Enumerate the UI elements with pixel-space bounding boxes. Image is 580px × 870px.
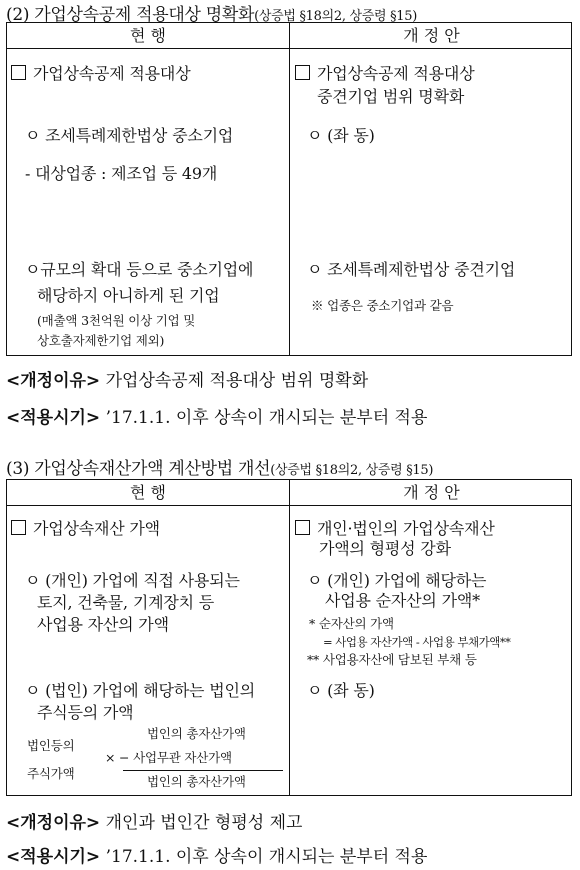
proposed-item-2-line1: ㅇ (개인) 가업에 해당하는: [307, 571, 487, 590]
current-item-4-line1: ㅇ규모의 확대 등으로 중소기업에: [25, 260, 254, 279]
checkbox-square-icon: [11, 520, 26, 535]
checkbox-square-icon: [295, 520, 310, 535]
proposed-item-2-line2: 사업용 순자산의 가액*: [325, 591, 480, 610]
formula-fraction-line: [123, 770, 283, 771]
proposed-note-3: ** 사업용자산에 담보된 부채 등: [307, 652, 477, 667]
section3-title: (3) 가업상속재산가액 계산방법 개선(상증법 §18의2, 상증령 §15): [6, 459, 434, 479]
current-item-2-line2: 토지, 건축물, 기계장치 등: [37, 593, 214, 612]
proposed-item-3: ㅇ 조세특례제한법상 중견기업: [307, 260, 516, 279]
proposed-item-3: ㅇ (좌 동): [307, 681, 375, 700]
column-divider: [289, 23, 290, 355]
column-divider: [289, 480, 290, 795]
section2-timing: <적용시기> ’17.1.1. 이후 상속이 개시되는 분부터 적용: [6, 408, 428, 428]
header-proposed: 개 정 안: [403, 483, 460, 502]
proposed-item-1-line1: 개인·법인의 가업상속재산: [295, 518, 495, 540]
proposed-item-2: ㅇ (좌 동): [307, 126, 375, 145]
proposed-note-2: = 사업용 자산가액 - 사업용 부채가액**: [323, 635, 511, 649]
header-proposed: 개 정 안: [403, 26, 460, 45]
section2-title: (2) 가업상속공제 적용대상 명확화(상증법 §18의2, 상증령 §15): [6, 5, 418, 25]
header-current: 현 행: [130, 26, 166, 45]
current-item-3-line1: ㅇ (법인) 가업에 해당하는 법인의: [25, 681, 255, 700]
current-item-4-note1: (매출액 3천억원 이상 기업 및: [37, 313, 196, 328]
proposed-item-1-line2: 가액의 형평성 강화: [319, 539, 451, 558]
proposed-note-1: * 순자산의 가액: [309, 616, 394, 631]
section2-reason: <개정이유> 가업상속공제 적용대상 범위 명확화: [6, 371, 369, 391]
section3-table: [6, 479, 572, 796]
current-item-2-line3: 사업용 자산의 가액: [37, 615, 169, 634]
current-item-4-note2: 상호출자제한기업 제외): [37, 333, 165, 348]
current-item-3-line2: 주식등의 가액: [37, 703, 134, 722]
formula-numerator-top: 법인의 총자산가액: [147, 726, 246, 741]
header-divider: [7, 48, 571, 49]
section3-reason: <개정이유> 개인과 법인간 형평성 제고: [6, 813, 303, 833]
formula-denominator: 법인의 총자산가액: [147, 774, 246, 789]
section3-timing: <적용시기> ’17.1.1. 이후 상속이 개시되는 분부터 적용: [6, 847, 428, 867]
checkbox-square-icon: [11, 65, 26, 80]
formula-left-1: 법인등의: [27, 738, 75, 753]
header-divider: [7, 505, 571, 506]
current-item-1: 가업상속공제 적용대상: [11, 63, 190, 85]
current-item-1: 가업상속재산 가액: [11, 518, 160, 540]
proposed-item-3-note: ※ 업종은 중소기업과 같음: [311, 298, 454, 313]
section2-table: [6, 22, 572, 356]
current-item-3: - 대상업종 : 제조업 등 49개: [25, 164, 218, 183]
proposed-item-1-line1: 가업상속공제 적용대상: [295, 63, 474, 85]
current-item-4-line2: 해당하지 아니하게 된 기업: [37, 286, 220, 305]
current-item-2-line1: ㅇ (개인) 가업에 직접 사용되는: [25, 571, 240, 590]
header-current: 현 행: [130, 483, 166, 502]
formula-left-2: 주식가액: [27, 766, 75, 781]
current-item-2: ㅇ 조세특례제한법상 중소기업: [25, 126, 234, 145]
formula-numerator-minus: × − 사업무관 자산가액: [105, 750, 232, 765]
checkbox-square-icon: [295, 65, 310, 80]
proposed-item-1-line2: 중견기업 범위 명확화: [317, 87, 465, 106]
